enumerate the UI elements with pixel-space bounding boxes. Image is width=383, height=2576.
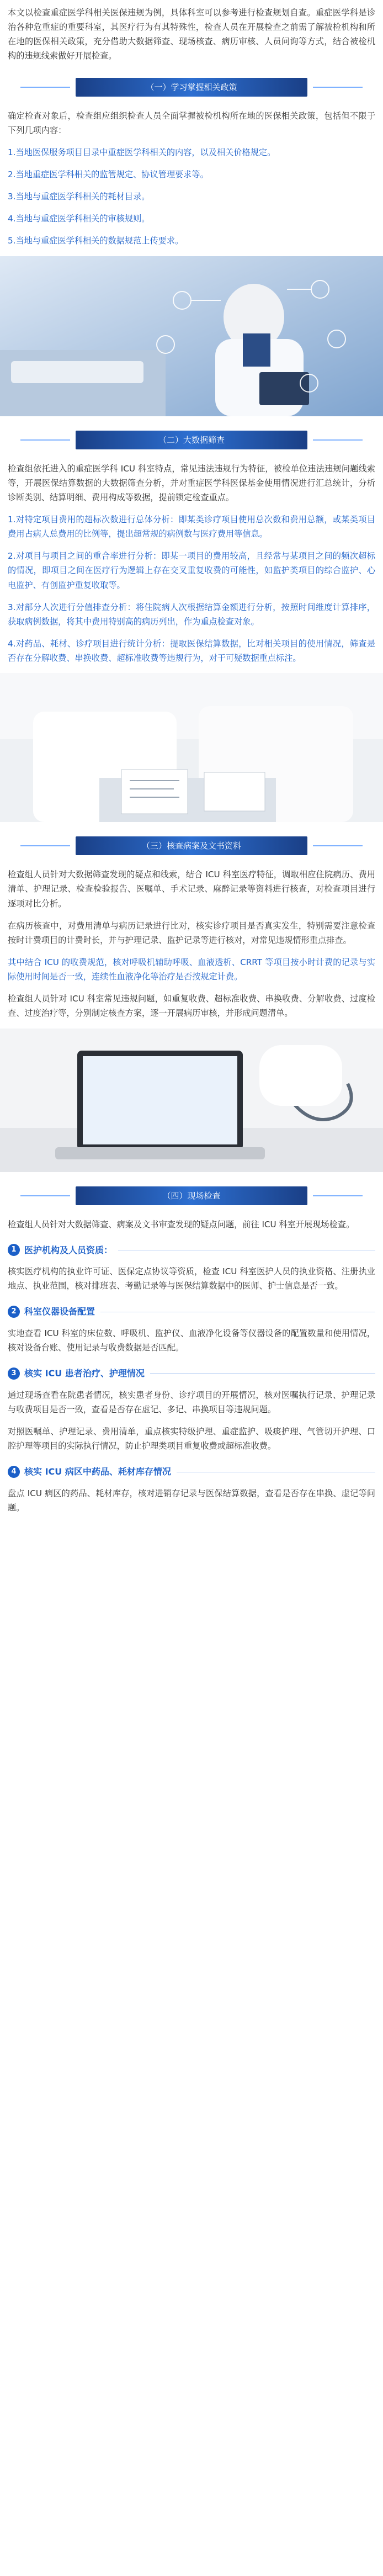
subhead-3-divider — [150, 1373, 375, 1374]
intro-paragraph: 本文以检查重症医学科相关医保违规为例，具体科室可以参考进行检查规划自查。重症医学科是诊治各种危重症的重要科室，其医疗行为有其特殊性，检查人员在开展检查之前需了解被检机构和所在地的医保相关政策，充分借助大数据筛查、现场核查、病历审核、人员问询等方式，结合被检机构的违规线索做好开展检查。 — [8, 8, 375, 61]
section-2-lead: 检查组依托进入的重症医学科 ICU 科室特点，常见违法违规行为特征，被检单位违法违规问题线索等，开展医保结算数据的大数据筛查分析，并对重症医学科医保基金使用情况进行汇总统计，分析诊断类别、结算明细、费用构成等数据，提前锁定检查重点。 — [8, 463, 375, 502]
policy-item-2: 2.当地重症医学科相关的监管规定、协议管理要求等。 — [8, 169, 209, 179]
subhead-1-title: 医护机构及人员资质： — [24, 1244, 113, 1255]
section-1-title: （一）学习掌握相关政策 — [76, 78, 307, 97]
analysis-item-3: 3.对部分人次进行分值排查分析：将住院病人次根据结算金额进行分析，按照时间维度计算排序，获取病例数据，将其中费用特别高的病历列出，作为重点检查对象。 — [8, 602, 375, 627]
section-4-lead: 检查组人员针对大数据筛查、病案及文书审查发现的疑点问题，前往 ICU 科室开展现场检查。 — [8, 1219, 355, 1229]
inventory-text: 盘点 ICU 病区的药品、耗材库存，核对进销存记录与医保结算数据，查看是否存在串换、虚记等问题。 — [8, 1488, 375, 1513]
section-1-lead: 确定检查对象后，检查组应组织检查人员全面掌握被检机构所在地的医保相关政策，包括但不限于下列几项内容： — [8, 110, 375, 135]
treatment-text-2: 对照医嘱单、护理记录、费用清单，重点核实特级护理、重症监护、吸痰护理、气管切开护理、口腔护理等项目的实际执行情况，防止护理类项目重复收费或超标准收费。 — [8, 1427, 375, 1451]
section-2-title: （二）大数据筛查 — [76, 431, 307, 449]
policy-item-1: 1.当地医保服务项目目录中重症医学科相关的内容，以及相关价格规定。 — [8, 147, 276, 157]
subhead-inventory — [8, 1464, 375, 1480]
analysis-item-2: 2.对项目与项目之间的重合率进行分析：即某一项目的费用较高，且经常与某项目之间的频次超标的情况，即项目之间在医疗行为逻辑上存在交叉重复收费的可能性，如监护类项目的综合监护、心电监护、有创监护重复收取等。 — [8, 551, 375, 590]
section-3-highlight: 其中结合 ICU 的收费规范，核对呼吸机辅助呼吸、血液透析、CRRT 等项目按小时计费的记录与实际使用时间是否一致，连续性血液净化等治疗是否按规定计费。 — [8, 957, 375, 982]
subhead-2-title: 科室仪器设备配置 — [24, 1306, 95, 1317]
section-3-title: （三）核查病案及文书资料 — [76, 836, 307, 855]
subhead-treatment — [8, 1366, 375, 1381]
policy-item-3: 3.当地与重症医学科相关的耗材目录。 — [8, 192, 150, 202]
section-3-para-2: 检查组人员针对 ICU 科室常见违规问题，如重复收费、超标准收费、串换收费、分解收费、过度检查、过度治疗等，分别制定核查方案，逐一开展病历审核，并形成问题清单。 — [8, 994, 375, 1019]
doctor-tablet-image — [0, 256, 383, 416]
analysis-item-4: 4.对药品、耗材、诊疗项目进行统计分析：提取医保结算数据，比对相关项目的使用情况，筛查是否存在分解收费、串换收费、超标准收费等违规行为，对于可疑数据重点标注。 — [8, 638, 375, 664]
section-3-lead: 检查组人员针对大数据筛查发现的疑点和线索，结合 ICU 科室医疗特征，调取相应住院病历、费用清单、护理记录、检查检验报告、医嘱单、手术记录、麻醉记录等资料进行核查，对检查项目进行逐项对比分析。 — [8, 870, 375, 909]
subhead-3-title: 核实 ICU 患者治疗、护理情况 — [24, 1368, 145, 1379]
policy-item-4: 4.当地与重症医学科相关的审核规则。 — [8, 214, 150, 224]
laptop-stethoscope-image — [0, 1029, 383, 1172]
section-4-title: （四）现场检查 — [76, 1186, 307, 1205]
subhead-3-number: 3 — [8, 1367, 20, 1380]
analysis-item-1: 1.对特定项目费用的超标次数进行总体分析：即某类诊疗项目使用总次数和费用总额，或某类项目费用占病人总费用的比例等，提出超常规的病例数与医疗费用等信息。 — [8, 514, 375, 539]
qualification-text: 核实医疗机构的执业许可证、医保定点协议等资质，检查 ICU 科室医护人员的执业资格、注册执业地点、执业范围，核对排班表、考勤记录等与医保结算数据中的医师、护士信息是否一致。 — [8, 1266, 375, 1291]
subhead-qualification — [8, 1243, 375, 1258]
article — [0, 6, 383, 1515]
equipment-text: 实地查看 ICU 科室的床位数、呼吸机、监护仪、血液净化设备等仪器设备的配置数量和使用情况，核对设备台账、使用记录与收费数据是否匹配。 — [8, 1328, 375, 1353]
subhead-equipment — [8, 1304, 375, 1319]
doctors-documents-image — [0, 673, 383, 822]
subhead-2-number: 2 — [8, 1306, 20, 1318]
subhead-4-number: 4 — [8, 1466, 20, 1478]
subhead-1-number: 1 — [8, 1244, 20, 1256]
policy-item-5: 5.当地与重症医学科相关的数据规范上传要求。 — [8, 236, 184, 246]
subhead-4-title: 核实 ICU 病区中药品、耗材库存情况 — [24, 1466, 171, 1477]
treatment-text: 通过现场查看在院患者情况，核实患者身份、诊疗项目的开展情况，核对医嘱执行记录、护理记录与收费项目是否一致，查看是否存在虚记、多记、串换项目等违规问题。 — [8, 1390, 375, 1414]
section-3-para-1: 在病历核查中，对费用清单与病历记录进行比对，核实诊疗项目是否真实发生，特别需要注意检查按时计费项目的计费时长，并与护理记录、监护记录等进行核对，对常见违规情形重点排查。 — [8, 920, 375, 945]
